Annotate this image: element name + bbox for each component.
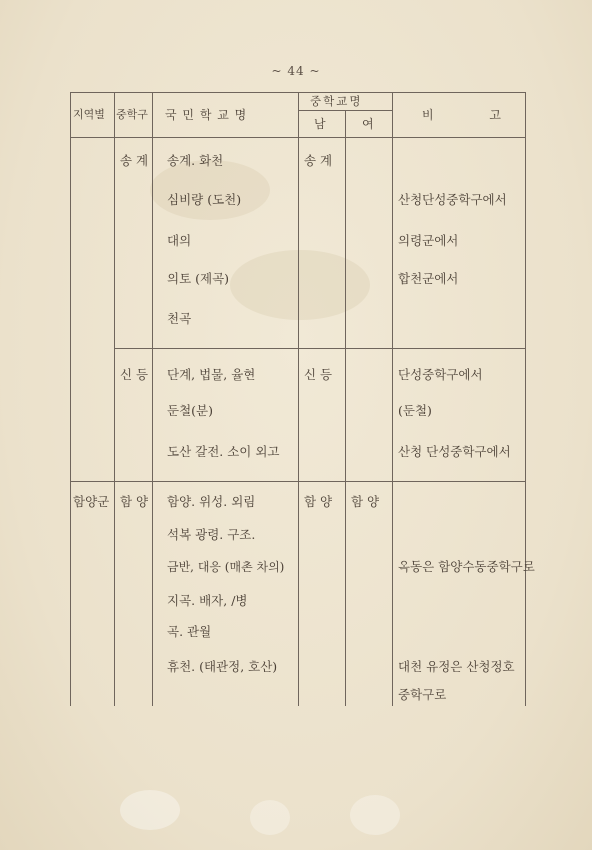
- table-rule: [525, 92, 526, 706]
- header-girls: 여: [362, 117, 376, 131]
- remark-cell: 단성중학구에서: [398, 367, 483, 382]
- remark-cell: 대천 유정은 산청정호: [398, 659, 515, 674]
- district-cell: 송 계: [120, 153, 149, 168]
- district-cell: 신 등: [120, 367, 149, 382]
- table-rule: [392, 92, 393, 706]
- schools-cell: 단계, 법물, 율현: [167, 367, 256, 382]
- header-remarks: 비 고: [422, 108, 507, 122]
- remark-cell: (둔철): [398, 403, 432, 418]
- remark-cell: 합천군에서: [398, 271, 459, 286]
- table-rule: [70, 92, 71, 706]
- schools-cell: 의토 (제곡): [167, 271, 230, 286]
- paper-stain: [350, 795, 400, 835]
- schools-cell: 둔철(분): [167, 403, 213, 418]
- table-rule: [298, 92, 299, 706]
- table-rule: [345, 110, 346, 706]
- table-rule: [114, 92, 115, 706]
- header-region: 지역별: [73, 108, 105, 121]
- girls-school-cell: 함 양: [351, 494, 380, 509]
- paper-stain: [250, 800, 290, 835]
- remark-cell: 중학구로: [398, 687, 447, 702]
- header-boys: 남: [314, 117, 328, 131]
- schools-cell: 지곡. 배자, /병: [167, 593, 248, 608]
- header-elementary-schools: 국 민 학 교 명: [165, 108, 248, 122]
- boys-school-cell: 신 등: [304, 367, 333, 382]
- boys-school-cell: 송 계: [304, 153, 333, 168]
- page-number: ~ 44 ~: [271, 64, 321, 78]
- district-cell: 함 양: [120, 494, 149, 509]
- table-rule: [152, 92, 153, 706]
- schools-cell: 천곡: [167, 311, 192, 326]
- schools-cell: 도산 갈전. 소이 외고: [167, 444, 280, 459]
- schools-cell: 대의: [167, 233, 192, 248]
- table-rule: [114, 348, 526, 349]
- schools-cell: 심비량 (도천): [167, 192, 242, 207]
- boys-school-cell: 함 양: [304, 494, 333, 509]
- paper-stain: [120, 790, 180, 830]
- remark-cell: 옥동은 함양수동중학구로: [398, 559, 535, 574]
- remark-cell: 산청 단성중학구에서: [398, 444, 511, 459]
- schools-cell: 함양. 위성. 외림: [167, 494, 256, 509]
- schools-cell: 금반, 대응 (매촌 차의): [167, 560, 285, 574]
- schools-cell: 휴천. (태관정, 호산): [167, 659, 278, 674]
- district-table: [70, 92, 535, 706]
- remark-cell: 의령군에서: [398, 233, 459, 248]
- schools-cell: 곡. 관월: [167, 624, 212, 639]
- remark-cell: 산청단성중학구에서: [398, 192, 507, 207]
- schools-cell: 석복 광령. 구조.: [167, 527, 256, 542]
- schools-cell: 송계. 화천: [167, 153, 224, 168]
- header-middle-school-name: 중학교명: [310, 94, 363, 108]
- region-cell: 함양군: [73, 494, 110, 509]
- header-school-district: 중학구: [116, 108, 148, 121]
